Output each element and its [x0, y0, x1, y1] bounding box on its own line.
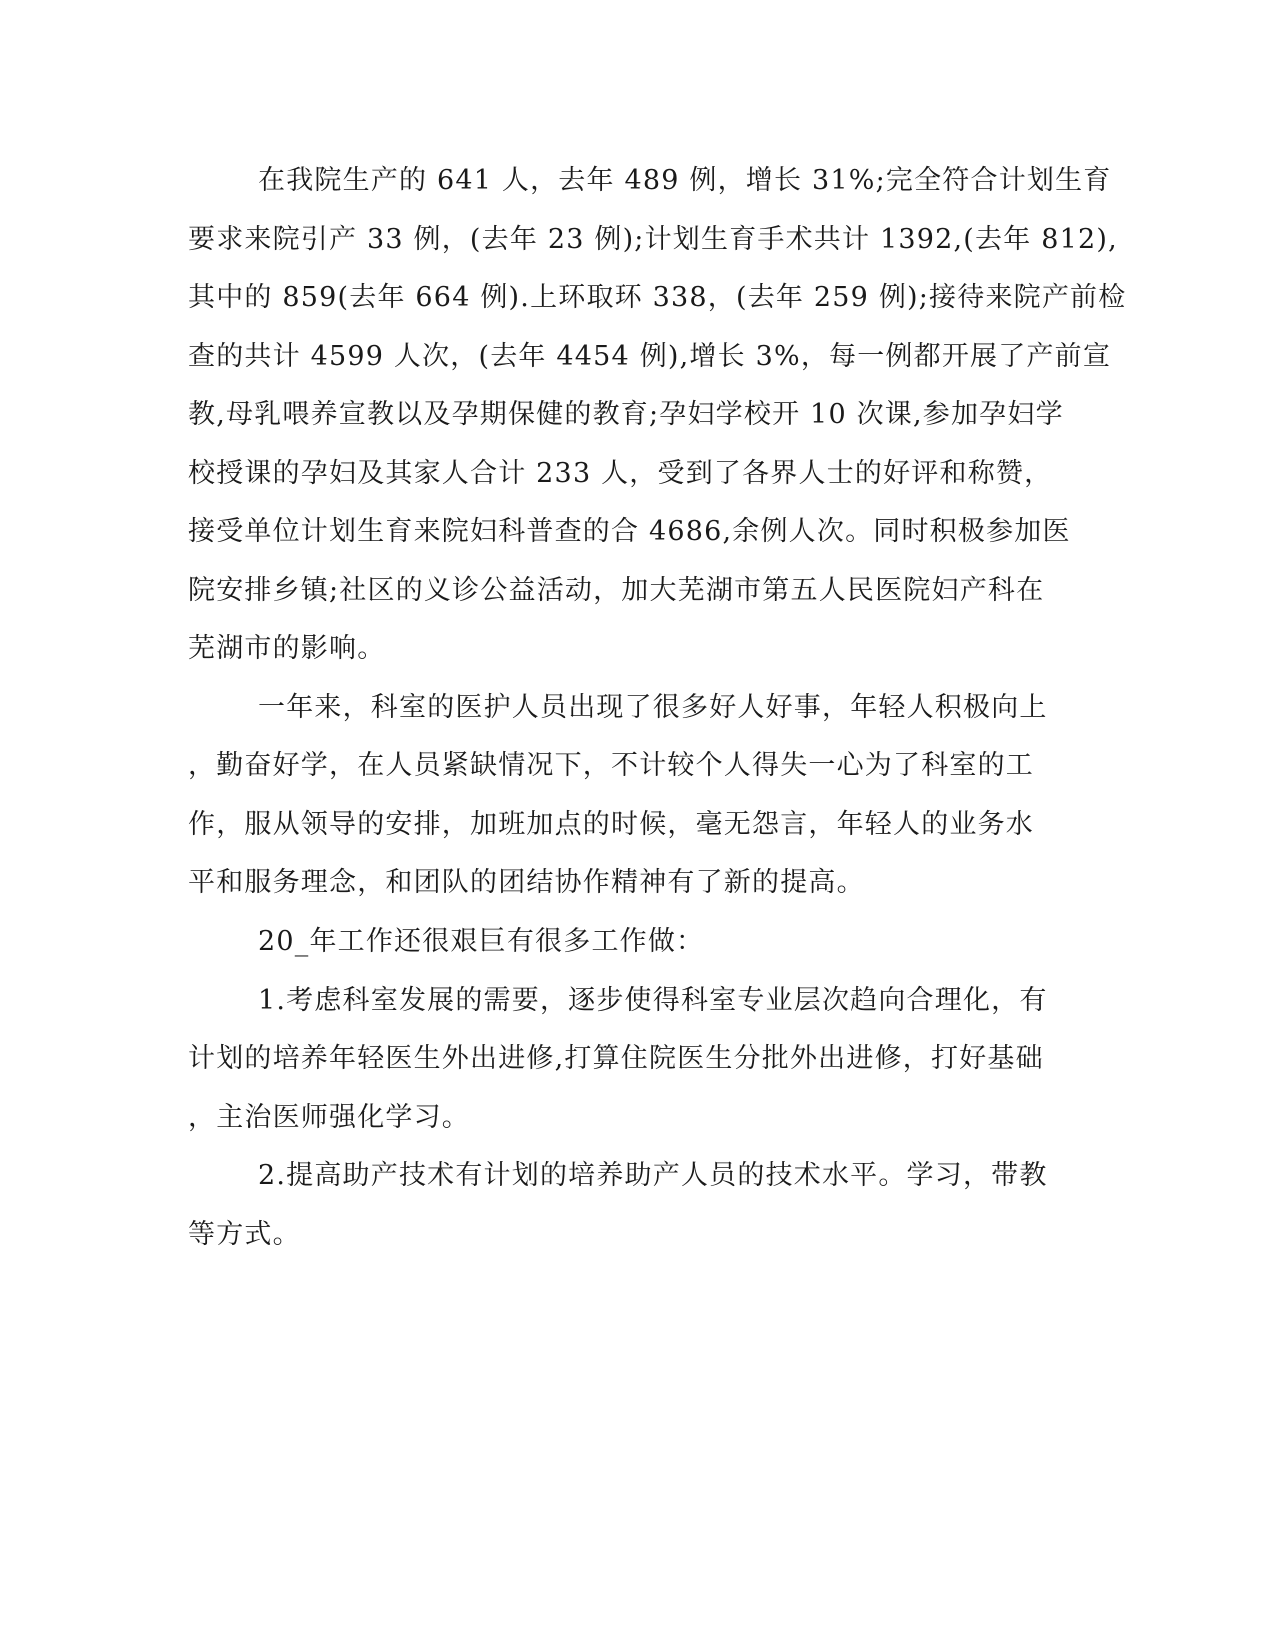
paragraph-2-line-3: 作，服从领导的安排，加班加点的时候，毫无怨言，年轻人的业务水 [188, 809, 1034, 840]
paragraph-4-line-1: 1.考虑科室发展的需要，逐步使得科室专业层次趋向合理化，有 [258, 985, 1048, 1016]
paragraph-3-line-1: 20_年工作还很艰巨有很多工作做： [258, 926, 705, 957]
paragraph-1-line-7: 接受单位计划生育来院妇科普查的合 4686,余例人次。同时积极参加医 [188, 516, 1071, 547]
paragraph-1-line-8: 院安排乡镇;社区的义诊公益活动，加大芜湖市第五人民医院妇产科在 [188, 575, 1045, 606]
paragraph-5-line-2: 等方式。 [188, 1219, 301, 1250]
paragraph-5-line-1: 2.提高助产技术有计划的培养助产人员的技术水平。学习，带教 [258, 1160, 1048, 1191]
paragraph-1-line-1: 在我院生产的 641 人，去年 489 例，增长 31%;完全符合计划生育 [258, 165, 1112, 196]
paragraph-1-line-2: 要求来院引产 33 例，(去年 23 例);计划生育手术共计 1392,(去年 812), [188, 224, 1118, 255]
paragraph-2-line-2: ，勤奋好学，在人员紧缺情况下，不计较个人得失一心为了科室的工 [188, 750, 1034, 781]
paragraph-1-line-3: 其中的 859(去年 664 例).上环取环 338，(去年 259 例);接待来院产前检 [188, 282, 1127, 313]
paragraph-1-line-5: 教,母乳喂养宣教以及孕期保健的教育;孕妇学校开 10 次课,参加孕妇学 [188, 399, 1064, 430]
paragraph-2-line-1: 一年来，科室的医护人员出现了很多好人好事，年轻人积极向上 [258, 692, 1048, 723]
paragraph-4-line-3: ，主治医师强化学习。 [188, 1102, 470, 1133]
paragraph-1-line-9: 芜湖市的影响。 [188, 633, 386, 664]
paragraph-1-line-4: 查的共计 4599 人次，(去年 4454 例),增长 3%，每一例都开展了产前宣 [188, 341, 1112, 372]
paragraph-4-line-2: 计划的培养年轻医生外出进修,打算住院医生分批外出进修，打好基础 [188, 1043, 1044, 1074]
paragraph-1-line-6: 校授课的孕妇及其家人合计 233 人，受到了各界人士的好评和称赞， [188, 458, 1053, 489]
paragraph-2-line-4: 平和服务理念，和团队的团结协作精神有了新的提高。 [188, 867, 865, 898]
